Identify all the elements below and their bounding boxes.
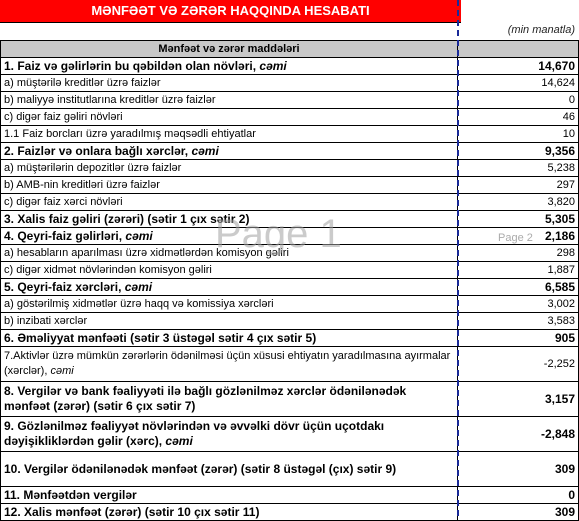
- row-value-cell[interactable]: 905: [458, 330, 579, 347]
- row-label-emphasis: cəmi: [165, 434, 193, 448]
- row-value-cell[interactable]: 298: [458, 245, 579, 262]
- row-value-cell[interactable]: 1,887: [458, 262, 579, 279]
- row-label: 7.Aktivlər üzrə mümkün zərərlərin ödənilməsi üçün xüsusi ehtiyatın yaradılmasına ayırmalar (xərclər),: [4, 350, 451, 377]
- table-row: [1, 228, 579, 245]
- row-label: 8. Vergilər və bank fəaliyyəti ilə bağlı gözlənilməz xərclər ödənilənədək mənfəət (zərər) (sətir 6 çıx sətir 7): [4, 384, 407, 413]
- row-label-cell[interactable]: [1, 382, 458, 417]
- row-label-cell[interactable]: [1, 262, 458, 279]
- header-value-cell[interactable]: [458, 41, 579, 58]
- row-value-cell[interactable]: 3,583: [458, 313, 579, 330]
- row-label: 1.1 Faiz borcları üzrə yaradılmış məqsədli ehtiyatlar: [4, 128, 256, 140]
- row-label-cell[interactable]: [1, 452, 458, 487]
- row-value-cell[interactable]: 5,305: [458, 211, 579, 228]
- row-label: a) müştərilərin depozitlər üzrə faizlər: [4, 162, 182, 174]
- row-label: a) hesabların aparılması üzrə xidmətlərdən komisyon gəliri: [4, 247, 289, 259]
- row-label-cell[interactable]: [1, 160, 458, 177]
- row-value-cell[interactable]: 297: [458, 177, 579, 194]
- row-label-cell[interactable]: [1, 143, 458, 160]
- row-label: 5. Qeyri-faiz xərcləri,: [4, 280, 125, 294]
- row-value-cell[interactable]: 14,624: [458, 75, 579, 92]
- table-row: [1, 417, 579, 452]
- table-row: [1, 279, 579, 296]
- table-row: [1, 92, 579, 109]
- row-label-cell[interactable]: [1, 126, 458, 143]
- row-label: c) digər faiz gəliri növləri: [4, 111, 123, 123]
- row-value-cell[interactable]: 0: [458, 92, 579, 109]
- row-label-cell[interactable]: [1, 417, 458, 452]
- row-label: 10. Vergilər ödənilənədək mənfəət (zərər) (sətir 8 üstəgəl (çıx) sətir 9): [4, 461, 397, 476]
- row-label-emphasis: cəmi: [50, 365, 74, 377]
- row-label: a) müştərilə kreditlər üzrə faizlər: [4, 77, 161, 89]
- table-row: [1, 143, 579, 160]
- table-row: [1, 296, 579, 313]
- row-label: 3. Xalis faiz gəliri (zərəri) (sətir 1 çıx sətir 2): [4, 212, 250, 226]
- row-label-cell[interactable]: [1, 194, 458, 211]
- page-break-line: [457, 0, 459, 516]
- row-label-cell[interactable]: [1, 211, 458, 228]
- table-row: [1, 245, 579, 262]
- table-row: [1, 126, 579, 143]
- row-value-cell[interactable]: 5,238: [458, 160, 579, 177]
- row-value-cell[interactable]: 14,670: [458, 58, 579, 75]
- row-value-cell[interactable]: 3,820: [458, 194, 579, 211]
- row-value-cell[interactable]: -2,848: [458, 417, 579, 452]
- table-row: [1, 177, 579, 194]
- row-label-emphasis: cəmi: [125, 229, 153, 243]
- row-value-cell[interactable]: 9,356: [458, 143, 579, 160]
- row-label-emphasis: cəmi: [191, 144, 219, 158]
- row-label: 2. Faizlər və onlara bağlı xərclər,: [4, 144, 192, 158]
- table-row: [1, 75, 579, 92]
- row-label-cell[interactable]: [1, 296, 458, 313]
- row-label-cell[interactable]: [1, 504, 458, 521]
- row-value-cell[interactable]: 0: [458, 487, 579, 504]
- row-label-cell[interactable]: [1, 330, 458, 347]
- row-value-cell[interactable]: 10: [458, 126, 579, 143]
- table-row: [1, 109, 579, 126]
- row-label-cell[interactable]: [1, 177, 458, 194]
- row-label-emphasis: cəmi: [259, 59, 287, 73]
- row-label-cell[interactable]: [1, 313, 458, 330]
- unit-label[interactable]: (min manatla): [507, 24, 575, 36]
- row-label-cell[interactable]: [1, 487, 458, 504]
- row-value-cell[interactable]: 3,157: [458, 382, 579, 417]
- row-label-cell[interactable]: [1, 75, 458, 92]
- row-label-cell[interactable]: [1, 92, 458, 109]
- row-label-cell[interactable]: [1, 58, 458, 75]
- page-1-watermark: Page 1: [215, 212, 342, 256]
- row-label-cell[interactable]: [1, 347, 458, 382]
- row-label: 12. Xalis mənfəət (zərər) (sətir 10 çıx sətir 11): [4, 505, 260, 519]
- row-value-cell[interactable]: 6,585: [458, 279, 579, 296]
- row-label: 6. Əməliyyat mənfəəti (sətir 3 üstəgəl sətir 4 çıx sətir 5): [4, 331, 317, 345]
- row-label: b) AMB-nin kreditləri üzrə faizlər: [4, 179, 160, 191]
- table-row: [1, 58, 579, 75]
- table-row: [1, 452, 579, 487]
- income-statement-table: [0, 40, 579, 521]
- row-label: c) digər xidmət növlərindən komisyon gəliri: [4, 264, 212, 276]
- row-label-cell[interactable]: [1, 279, 458, 296]
- row-label: 4. Qeyri-faiz gəlirləri,: [4, 229, 126, 243]
- table-row: [1, 487, 579, 504]
- table-row: [1, 347, 579, 382]
- row-value-cell[interactable]: 3,002: [458, 296, 579, 313]
- table-row: [1, 262, 579, 279]
- row-label: 9. Gözlənilməz fəaliyyət növlərindən və əvvəlki dövr üçün uçotdakı dəyişikliklərdən gəlir (xərc),: [4, 419, 385, 448]
- row-value-cell[interactable]: 309: [458, 504, 579, 521]
- table-row: [1, 382, 579, 417]
- row-value-cell[interactable]: -2,252: [458, 347, 579, 382]
- row-label-cell[interactable]: [1, 228, 458, 245]
- table-row: [1, 313, 579, 330]
- row-label: b) inzibati xərclər: [4, 315, 88, 327]
- header-cell[interactable]: Mənfəət və zərər maddələri: [1, 41, 458, 58]
- row-label-cell[interactable]: [1, 245, 458, 262]
- row-value-cell[interactable]: 309: [458, 452, 579, 487]
- row-value-cell[interactable]: 46: [458, 109, 579, 126]
- row-label: a) göstərilmiş xidmətlər üzrə haqq və komissiya xərcləri: [4, 298, 274, 310]
- row-label: b) maliyyə institutlarına kreditlər üzrə faizlər: [4, 94, 216, 106]
- row-label: 1. Faiz və gəlirlərin bu qəbildən olan növləri,: [4, 59, 260, 73]
- row-label: 11. Mənfəətdən vergilər: [4, 488, 137, 502]
- table-row: [1, 211, 579, 228]
- row-value-cell[interactable]: 2,186: [458, 228, 579, 245]
- table-row: [1, 504, 579, 521]
- table-row: [1, 330, 579, 347]
- page-2-watermark: Page 2: [498, 232, 533, 244]
- table-row: [1, 194, 579, 211]
- row-label-emphasis: cəmi: [124, 280, 153, 294]
- row-label-cell[interactable]: [1, 109, 458, 126]
- row-label: c) digər faiz xərci növləri: [4, 196, 123, 208]
- table-header-row: [1, 41, 579, 58]
- report-title[interactable]: MƏNFƏƏT VƏ ZƏRƏR HAQQINDA HESABATI: [0, 0, 461, 23]
- table-row: [1, 160, 579, 177]
